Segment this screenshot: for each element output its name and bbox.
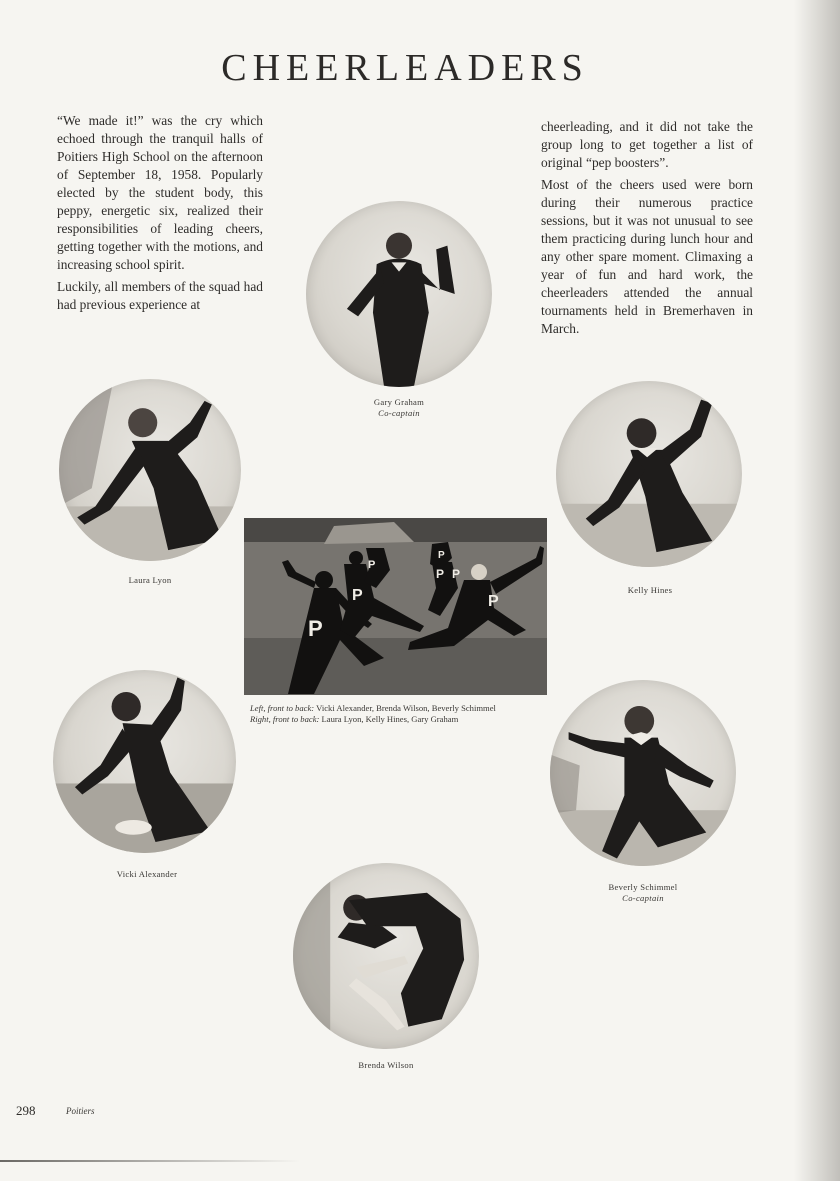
sweater-letter: P	[488, 593, 499, 610]
caption-names: Vicki Alexander, Brenda Wilson, Beverly Schimmel	[316, 703, 496, 713]
portrait-brenda-wilson	[293, 863, 479, 1049]
portrait-role: Co-captain	[378, 408, 420, 418]
sweater-letter: P	[352, 587, 363, 604]
cheerleader-photo	[306, 201, 492, 387]
paragraph: cheerleading, and it did not take the group long to get together a list of original “pep boosters”.	[541, 119, 753, 170]
caption-laura-lyon	[88, 575, 212, 586]
cheerleader-photo	[556, 381, 742, 567]
cheerleader-photo	[550, 680, 736, 866]
caption-names: Laura Lyon, Kelly Hines, Gary Graham	[321, 714, 459, 724]
caption-lead: Right, front to back:	[250, 714, 320, 724]
sweater-letter: P	[452, 567, 461, 581]
paragraph: “We made it!” was the cry which echoed through the tranquil halls of Poitiers High School on the afternoon of September 18, 1958. Popularly elected by the student body, this peppy, energetic six, realized their responsibilities of leading cheers, getting together with the motions, and increasing school spirit.	[57, 113, 263, 272]
sweater-letter: P	[368, 559, 376, 571]
caption-brenda-wilson	[324, 1060, 448, 1071]
caption-left-line	[250, 703, 550, 714]
portrait-name: Laura Lyon	[128, 575, 172, 585]
caption-right-line	[250, 714, 550, 725]
sweater-letter: P	[436, 567, 445, 581]
page-footer-school: Poitiers	[66, 1106, 95, 1116]
cheerleader-photo	[293, 863, 479, 1049]
paragraph: Most of the cheers used were born during their numerous practice sessions, but it was not unusual to see them practicing during lunch hour and any other spare moment. Climaxing a year of fun and hard work, the cheerleaders attended the annual tournaments held in Bremerhaven in March.	[541, 177, 753, 336]
caption-lead: Left, front to back:	[250, 703, 315, 713]
intro-text-right	[541, 118, 753, 342]
cheerleader-photo	[53, 670, 236, 853]
sweater-letter: P	[438, 550, 445, 561]
caption-kelly-hines	[590, 585, 710, 596]
portrait-name: Beverly Schimmel	[608, 882, 678, 892]
sweater-letter: P	[308, 616, 323, 641]
portrait-kelly-hines	[556, 381, 742, 567]
portrait-beverly-schimmel	[550, 680, 736, 866]
page-number: 298	[16, 1103, 36, 1118]
portrait-name: Vicki Alexander	[116, 869, 178, 879]
group-photo-caption	[250, 703, 550, 725]
intro-text-left	[57, 112, 263, 318]
portrait-laura-lyon	[59, 379, 241, 561]
caption-vicki-alexander	[85, 869, 209, 880]
caption-beverly-schimmel	[580, 882, 706, 904]
portrait-name: Gary Graham	[373, 397, 425, 407]
bottom-rule	[0, 1160, 300, 1162]
page-edge-shadow	[794, 0, 840, 1181]
portrait-gary-graham	[306, 201, 492, 387]
portrait-role: Co-captain	[622, 893, 664, 903]
group-photo	[244, 518, 547, 695]
portrait-name: Kelly Hines	[627, 585, 673, 595]
portrait-vicki-alexander	[53, 670, 236, 853]
page-title: CHEERLEADERS	[221, 47, 589, 89]
group-cheer-photo	[244, 518, 547, 695]
cheerleader-photo	[59, 379, 241, 561]
portrait-name: Brenda Wilson	[358, 1060, 414, 1070]
paragraph: Luckily, all members of the squad had had previous experience at	[57, 279, 263, 312]
caption-gary-graham	[336, 397, 462, 419]
